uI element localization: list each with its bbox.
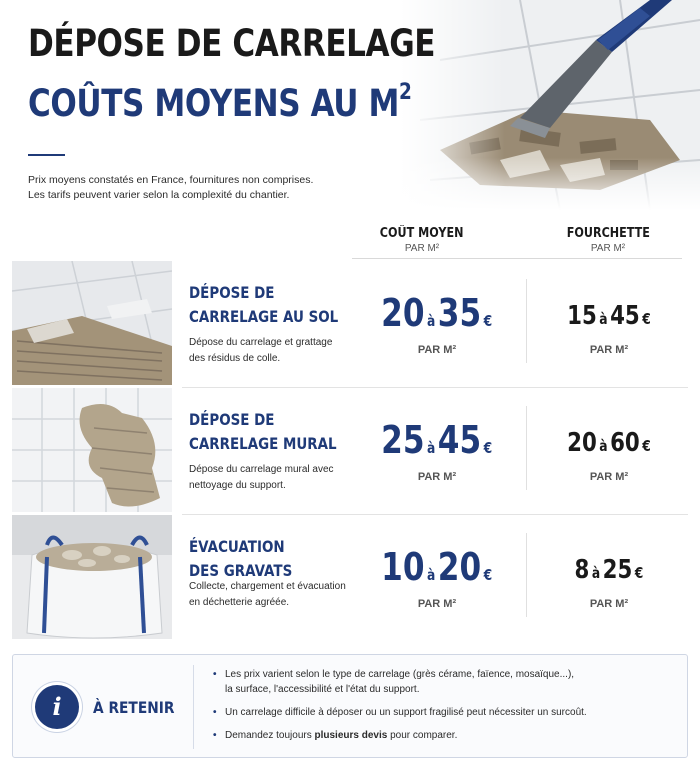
page-subtitle: COÛTS MOYENS AU $M^2$ [28,80,412,125]
intro-text: Prix moyens constatés en France, fournitures non comprises. Les tarifs peuvent varier selon la complexité du chantier. [28,174,314,201]
price-range: 15 à45 € [567,301,651,331]
title-underline [28,154,65,156]
page-title: DÉPOSE DE CARRELAGE [28,22,436,65]
average-price: 20 à35 € [381,291,493,335]
rubble-bag-photo [12,515,172,639]
key-takeaways-list [213,667,683,751]
column-header-average: COÛT MOYEN PAR M² [380,226,464,254]
wall-tile-removal-photo [12,388,172,512]
list-item: • Les prix varient selon le type de carrelage (grès cérame, faïence, mosaïque...), la surface, l'accessibilité et l'état du support. [213,667,683,697]
average-unit: PAR M² [417,344,457,356]
info-icon: i [35,685,79,729]
column-divider [526,533,527,617]
range-unit: PAR M² [589,344,629,356]
average-price: 25 à45 € [381,418,493,462]
range-unit: PAR M² [589,598,629,610]
column-header-range: FOURCHETTE PAR M² [566,226,650,254]
note-divider [193,665,194,749]
hero [0,0,700,215]
list-item: • Demandez toujours plusieurs devis pour comparer. [213,728,683,743]
price-row-debris-removal [12,515,688,639]
average-unit: PAR M² [417,598,457,610]
list-item: • Un carrelage difficile à déposer ou un support fragilisé peut nécessiter un surcoût. [213,705,683,720]
average-price: 10 à20 € [381,545,493,589]
row-description: Dépose du carrelage mural avec nettoyage du support. [189,464,334,491]
row-description: Collecte, chargement et évacuation en déchetterie agréée. [189,581,346,608]
price-row-floor-tile [12,261,688,385]
average-unit: PAR M² [417,471,457,483]
price-row-wall-tile [12,388,688,512]
key-takeaways-title: À RETENIR [93,698,175,717]
floor-tile-removal-photo [12,261,172,385]
key-takeaways-box [12,654,688,758]
header-divider [352,258,682,259]
price-range: 20 à60 € [567,428,651,458]
range-unit: PAR M² [589,471,629,483]
row-title: ÉVACUATION DES GRAVATS [189,537,293,580]
chisel-removing-tile-photo [400,0,700,210]
column-divider [526,279,527,363]
row-title: DÉPOSE DE CARRELAGE AU SOL [189,283,339,326]
price-range: 8 à25 € [574,555,644,585]
column-divider [526,406,527,490]
row-description: Dépose du carrelage et grattage des résidus de colle. [189,337,333,364]
row-title: DÉPOSE DE CARRELAGE MURAL [189,410,337,453]
